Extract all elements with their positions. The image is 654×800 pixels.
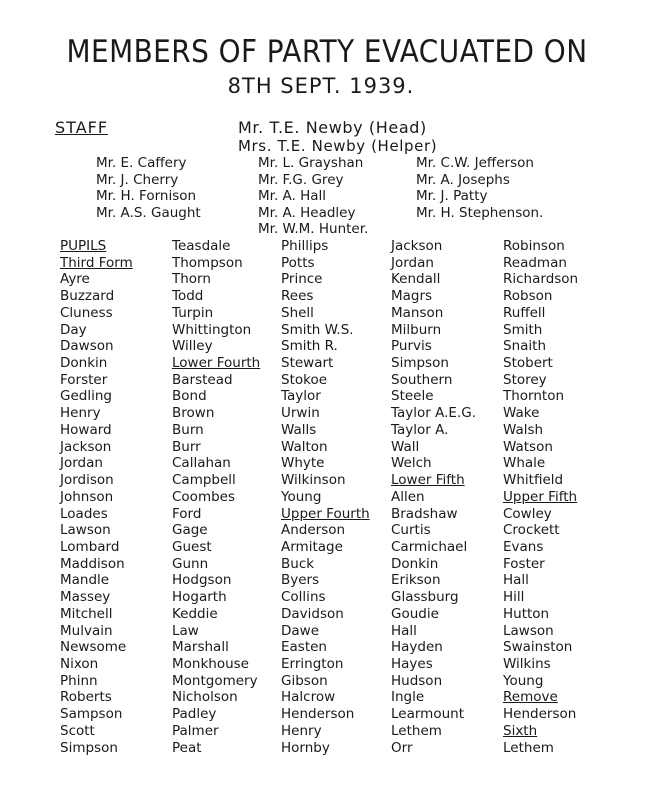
pupil-name: Robson [503, 288, 553, 305]
pupil-name: Law [172, 622, 199, 639]
form-heading: Lower Fourth [172, 355, 261, 372]
pupil-name: Steele [391, 388, 434, 405]
pupil-name: Donkin [60, 355, 108, 372]
pupil-name: Glassburg [391, 589, 459, 606]
pupil-name: Walsh [503, 421, 544, 438]
pupil-name: Nixon [60, 655, 99, 672]
pupil-name: Hogarth [172, 589, 227, 606]
pupil-name: Howard [60, 421, 112, 438]
pupil-name: Stewart [281, 355, 334, 372]
pupil-name: Gedling [60, 388, 112, 405]
staff-column-2 [258, 155, 368, 238]
pupil-name: Barstead [172, 371, 233, 388]
pupil-name: Walls [281, 421, 317, 438]
pupil-name: Taylor A. [391, 421, 449, 438]
pupil-name: Goudie [391, 605, 439, 622]
pupil-name: Southern [391, 371, 453, 388]
pupil-name: Watson [503, 438, 553, 455]
pupil-name: Padley [172, 706, 217, 723]
form-heading: Remove [503, 689, 558, 706]
pupil-name: Orr [391, 739, 413, 756]
pupil-name: Evans [503, 538, 544, 555]
pupil-name: Rees [281, 288, 314, 305]
pupil-name: Learmount [391, 706, 464, 723]
pupil-name: Storey [503, 371, 547, 388]
pupil-name: Burr [172, 438, 201, 455]
pupil-name: Young [281, 488, 322, 505]
pupil-name: Magrs [391, 288, 433, 305]
pupil-name: Roberts [60, 689, 112, 706]
pupil-name: Hall [391, 622, 417, 639]
pupil-name: Whittington [172, 321, 252, 338]
pupil-name: Johnson [60, 488, 114, 505]
pupil-name: Ingle [391, 689, 425, 706]
staff-heading: STAFF [55, 118, 109, 137]
pupil-name: Jordan [391, 254, 434, 271]
pupil-name: Jordan [60, 455, 103, 472]
pupil-name: Todd [172, 288, 204, 305]
pupils-column-4 [391, 238, 476, 756]
staff-member: Mr. E. Caffery [96, 155, 187, 171]
pupil-name: Buck [281, 555, 315, 572]
staff-member: Mr. H. Fornison [96, 188, 197, 204]
pupil-name: Foster [503, 555, 545, 572]
pupil-name: Maddison [60, 555, 125, 572]
pupil-name: Loades [60, 505, 108, 522]
pupil-name: Jackson [60, 438, 112, 455]
pupil-name: Wilkins [503, 655, 551, 672]
pupil-name: Whyte [281, 455, 325, 472]
pupil-name: Wall [391, 438, 420, 455]
pupil-name: Hudson [391, 672, 443, 689]
pupil-name: Peat [172, 739, 202, 756]
pupil-name: Ayre [60, 271, 90, 288]
pupil-name: Whitfield [503, 472, 564, 489]
pupil-name: Byers [281, 572, 320, 589]
pupil-name: Kendall [391, 271, 441, 288]
pupil-name: Prince [281, 271, 323, 288]
pupil-name: Taylor [281, 388, 321, 405]
pupil-name: Montgomery [172, 672, 258, 689]
staff-head: Mr. T.E. Newby (Head) [238, 118, 427, 137]
pupil-name: Allen [391, 488, 425, 505]
pupil-name: Day [60, 321, 87, 338]
pupil-name: Coombes [172, 488, 236, 505]
pupil-name: Readman [503, 254, 567, 271]
staff-member: Mr. A.S. Gaught [96, 204, 201, 221]
pupil-name: Robinson [503, 238, 565, 254]
pupil-name: Willey [172, 338, 213, 355]
pupil-name: Milburn [391, 321, 442, 338]
form-heading: PUPILS [60, 238, 107, 254]
pupil-name: Ford [172, 505, 202, 522]
form-heading: Sixth [503, 722, 538, 739]
pupil-name: Callahan [172, 455, 231, 472]
pupil-name: Gibson [281, 672, 328, 689]
pupil-name: Newsome [60, 639, 127, 656]
pupil-name: Urwin [281, 405, 320, 422]
pupil-name: Wake [503, 405, 540, 422]
pupil-name: Palmer [172, 722, 219, 739]
pupil-name: Walton [281, 438, 328, 455]
staff-column-1 [96, 155, 201, 221]
pupil-name: Simpson [60, 739, 118, 756]
pupil-name: Teasdale [172, 238, 231, 254]
pupil-name: Shell [281, 304, 314, 321]
document-title: MEMBERS OF PARTY EVACUATED ON [66, 34, 588, 70]
pupil-name: Thompson [172, 254, 243, 271]
pupil-name: Massey [60, 589, 111, 606]
pupil-name: Anderson [281, 522, 346, 539]
pupil-name: Bond [172, 388, 207, 405]
pupil-name: Welch [391, 455, 432, 472]
pupil-name: Ruffell [503, 304, 546, 321]
pupil-name: Forster [60, 371, 108, 388]
pupil-name: Thorn [172, 271, 211, 288]
pupil-name: Burn [172, 421, 204, 438]
pupil-name: Henderson [503, 706, 577, 723]
pupil-name: Scott [60, 722, 95, 739]
pupil-name: Smith W.S. [281, 321, 354, 338]
pupil-name: Guest [172, 538, 212, 555]
pupil-name: Snaith [503, 338, 546, 355]
staff-member: Mr. A. Headley [258, 204, 356, 221]
pupil-name: Stokoe [281, 371, 328, 388]
pupil-name: Cluness [60, 304, 113, 321]
staff-helper: Mrs. T.E. Newby (Helper) [238, 137, 438, 155]
pupil-name: Dawson [60, 338, 114, 355]
staff-member: Mr. C.W. Jefferson [416, 155, 534, 171]
pupils-column-1 [60, 238, 133, 756]
pupils-column-2 [172, 238, 260, 756]
pupil-name: Sampson [60, 706, 123, 723]
pupil-name: Whale [503, 455, 546, 472]
pupil-name: Henry [281, 722, 322, 739]
pupil-name: Easten [281, 639, 327, 656]
pupil-name: Smith [503, 321, 543, 338]
staff-column-3 [416, 155, 543, 221]
pupil-name: Smith R. [281, 338, 338, 355]
pupil-name: Henry [60, 405, 101, 422]
pupil-name: Campbell [172, 472, 236, 489]
pupil-name: Mitchell [60, 605, 113, 622]
pupil-name: Davidson [281, 605, 344, 622]
form-heading: Upper Fourth [281, 505, 370, 522]
staff-member: Mr. A. Hall [258, 188, 327, 204]
pupil-name: Lawson [503, 622, 554, 639]
staff-member: Mr. L. Grayshan [258, 155, 364, 171]
pupil-name: Stobert [503, 355, 553, 372]
pupil-name: Armitage [281, 538, 343, 555]
staff-member: Mr. F.G. Grey [258, 171, 344, 188]
pupil-name: Hodgson [172, 572, 232, 589]
staff-member: Mr. A. Josephs [416, 171, 510, 188]
pupil-name: Mandle [60, 572, 110, 589]
pupil-name: Jackson [391, 238, 443, 254]
pupil-name: Halcrow [281, 689, 336, 706]
pupil-name: Crockett [503, 522, 560, 539]
pupil-name: Phillips [281, 238, 329, 254]
pupil-name: Lombard [60, 538, 120, 555]
pupil-name: Bradshaw [391, 505, 458, 522]
pupil-name: Keddie [172, 605, 218, 622]
form-heading: Upper Fifth [503, 488, 578, 505]
pupil-name: Hutton [503, 605, 550, 622]
staff-member: Mr. J. Cherry [96, 171, 179, 188]
staff-member: Mr. J. Patty [416, 188, 488, 204]
staff-member: Mr. W.M. Hunter. [258, 221, 369, 237]
pupil-name: Collins [281, 589, 326, 606]
pupil-name: Taylor A.E.G. [391, 405, 476, 422]
pupil-name: Gage [172, 522, 208, 539]
pupil-name: Brown [172, 405, 215, 422]
pupil-name: Cowley [503, 505, 552, 522]
pupil-name: Gunn [172, 555, 209, 572]
pupil-name: Marshall [172, 639, 229, 656]
pupil-name: Buzzard [60, 288, 115, 305]
document-date: 8TH SEPT. 1939. [227, 74, 415, 98]
form-heading: Lower Fifth [391, 472, 465, 489]
pupil-name: Wilkinson [281, 472, 346, 489]
pupil-name: Lethem [391, 722, 442, 739]
pupil-name: Mulvain [60, 622, 113, 639]
pupil-name: Hayes [391, 655, 433, 672]
pupils-column-3 [281, 238, 370, 756]
pupil-name: Hill [503, 589, 525, 606]
staff-member: Mr. H. Stephenson. [416, 204, 544, 221]
pupil-name: Donkin [391, 555, 439, 572]
pupils-column-5 [503, 238, 578, 756]
pupil-name: Hayden [391, 639, 443, 656]
pupil-name: Lawson [60, 522, 111, 539]
pupil-name: Richardson [503, 271, 579, 288]
pupil-name: Nicholson [172, 689, 238, 706]
pupil-name: Potts [281, 254, 315, 271]
pupil-name: Hornby [281, 739, 330, 756]
pupil-name: Lethem [503, 739, 554, 756]
form-heading: Third Form [60, 254, 133, 271]
pupil-name: Errington [281, 655, 344, 672]
pupil-name: Phinn [60, 672, 98, 689]
pupil-name: Dawe [281, 622, 320, 639]
pupil-name: Monkhouse [172, 655, 249, 672]
pupil-name: Erikson [391, 572, 441, 589]
pupil-name: Carmichael [391, 538, 468, 555]
pupil-name: Thornton [503, 388, 565, 405]
pupil-name: Curtis [391, 522, 431, 539]
pupil-name: Swainston [503, 639, 573, 656]
pupil-name: Manson [391, 304, 444, 321]
pupil-name: Simpson [391, 355, 449, 372]
pupil-name: Hall [503, 572, 529, 589]
pupil-name: Young [503, 672, 544, 689]
pupil-name: Purvis [391, 338, 432, 355]
pupil-name: Jordison [60, 472, 114, 489]
pupil-name: Turpin [172, 304, 214, 321]
pupil-name: Henderson [281, 706, 355, 723]
